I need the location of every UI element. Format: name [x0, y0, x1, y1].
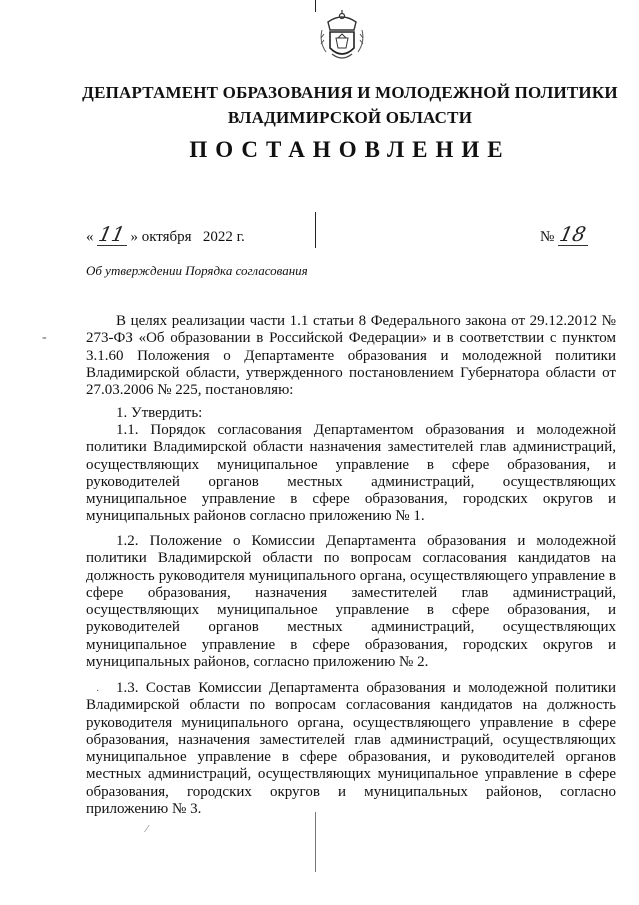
- body-item-1-3: [86, 680, 616, 818]
- document-date: [86, 222, 245, 246]
- item-1-paragraph: 1. Утвердить:: [116, 405, 203, 421]
- item-1-1-paragraph: 1.1. Порядок согласования Департаментом образования и молодежной политики Владимирской области назначения заместителей глав администраций, осуществляющих муниципальное управление в сфере образования, и руководителей органов местных администраций, осуществляющих муниципальное управление в сфере образования, городских округов и муниципальных районов согласно приложению № 1.: [86, 422, 616, 525]
- body-intro: [86, 313, 616, 399]
- date-year: 2022 г.: [202, 229, 245, 245]
- fold-line-bottom: [315, 812, 316, 872]
- department-name-line2: ВЛАДИМИРСКОЙ ОБЛАСТИ: [227, 108, 473, 127]
- document-title: ПОСТАНОВЛЕНИЕ: [189, 137, 511, 162]
- date-day-field: [96, 222, 128, 246]
- date-month: октября: [141, 229, 192, 245]
- date-day: 11: [96, 222, 128, 246]
- item-1-2-paragraph: 1.2. Положение о Комиссии Департамента образования и молодежной политики Владимирской области по вопросам согласования кандидатов на должность руководителя муниципального органа, осуществляющего управление в сфере образования, назначения заместителей глав администраций, осуществляющих муниципальное управление в сфере образования, и руководителей органов местных администраций, осуществляющих муниципальное управление в сфере образования, городских округов и муниципальных районов, согласно приложению № 2.: [86, 533, 616, 671]
- body-item-1-1: [86, 422, 616, 526]
- coat-of-arms-icon: [318, 8, 366, 64]
- body-item-1-2: [86, 533, 616, 671]
- date-quote-open: «: [86, 229, 94, 245]
- fold-line-middle: [315, 212, 316, 248]
- document-subject: Об утверждении Порядка согласования: [86, 263, 308, 278]
- intro-paragraph: В целях реализации части 1.1 статьи 8 Федерального закона от 29.12.2012 № 273-ФЗ «Об образовании в Российской Федерации» и в соответствии с пунктом 3.1.60 Положения о Департаменте образования и молодежной политики Владимирской области, утвержденного постановлением Губернатора области от 27.03.2006 № 225, постановляю:: [86, 313, 616, 399]
- item-1-3-paragraph: 1.3. Состав Комиссии Департамента образования и молодежной политики Владимирской области по вопросам согласования кандидатов на должность руководителя муниципального органа, осуществляющего управление в сфере образования, назначения заместителей глав администраций, осуществляющих муниципальное управление в сфере образования, и руководителей органов местных администраций, осуществляющих муниципальное управление в сфере образования, городских округов и муниципальных районов, согласно приложению № 3.: [86, 680, 616, 818]
- margin-mark: ·: [96, 686, 100, 697]
- number-value: 18: [557, 222, 589, 246]
- body-item-1: [86, 405, 616, 422]
- department-name-line1: ДЕПАРТАМЕНТ ОБРАЗОВАНИЯ И МОЛОДЕЖНОЙ ПОЛИТИКИ: [82, 83, 618, 102]
- fold-line-top: [315, 0, 316, 12]
- date-quote-close: »: [130, 229, 138, 245]
- margin-mark: -: [42, 330, 47, 345]
- document-number: [540, 222, 588, 246]
- number-field: [557, 222, 589, 246]
- margin-mark: ⁄: [146, 824, 148, 835]
- number-label: №: [540, 229, 555, 245]
